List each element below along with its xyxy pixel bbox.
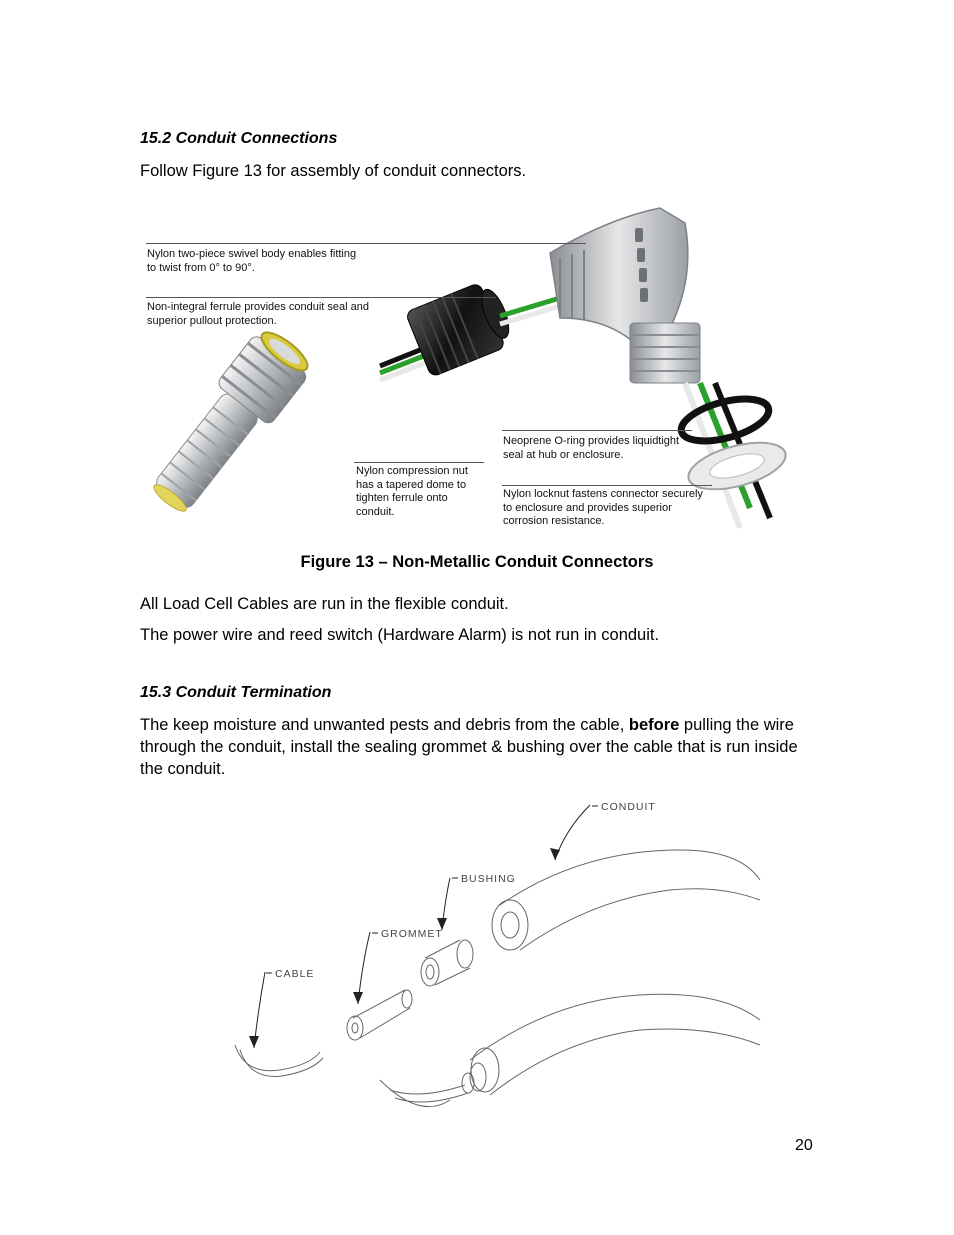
label-cable: CABLE — [275, 968, 315, 980]
page-number: 20 — [795, 1137, 813, 1154]
label-bushing: BUSHING — [461, 873, 516, 885]
section-heading-15-3: 15.3 Conduit Termination — [140, 684, 332, 701]
section-body-15-3 — [140, 714, 810, 780]
section-heading-15-2: 15.2 Conduit Connections — [140, 130, 338, 147]
note-load-cell: All Load Cell Cables are run in the flexible conduit. — [140, 595, 509, 613]
callout-swivel: Nylon two-piece swivel body enables fitting to twist from 0° to 90°. — [147, 248, 357, 274]
section-intro-15-2: Follow Figure 13 for assembly of conduit connectors. — [140, 162, 527, 180]
conduit-termination-diagram — [220, 790, 780, 1120]
callout-rule-ferrule — [146, 297, 496, 298]
section-body-bold: before — [628, 716, 680, 734]
figure-13-caption: Figure 13 – Non-Metallic Conduit Connectors — [300, 553, 654, 571]
conduit-termination-drawing — [220, 790, 780, 1120]
section-body-text: The keep moisture and unwanted pests and debris from the cable, — [140, 716, 629, 734]
callout-rule-locknut — [502, 485, 712, 486]
section-body-text-rest: pulling the wire through the conduit, install the sealing grommet & bushing over the cable that is run inside the conduit. — [140, 716, 798, 778]
label-grommet: GROMMET — [381, 928, 443, 940]
callout-compression-nut: Nylon compression nut has a tapered dome to tighten ferrule onto conduit. — [356, 465, 468, 518]
callout-rule-swivel — [146, 243, 586, 244]
callout-locknut: Nylon locknut fastens connector securely to enclosure and provides superior corrosion resistance. — [503, 488, 703, 527]
callout-rule-oring — [502, 430, 692, 431]
callout-oring: Neoprene O-ring provides liquidtight seal at hub or enclosure. — [503, 435, 680, 461]
note-power-wire: The power wire and reed switch (Hardware Alarm) is not run in conduit. — [140, 626, 660, 644]
label-conduit: CONDUIT — [601, 801, 656, 813]
callout-rule-compression-nut — [354, 462, 484, 463]
callout-ferrule: Non-integral ferrule provides conduit seal and superior pullout protection. — [147, 301, 369, 327]
